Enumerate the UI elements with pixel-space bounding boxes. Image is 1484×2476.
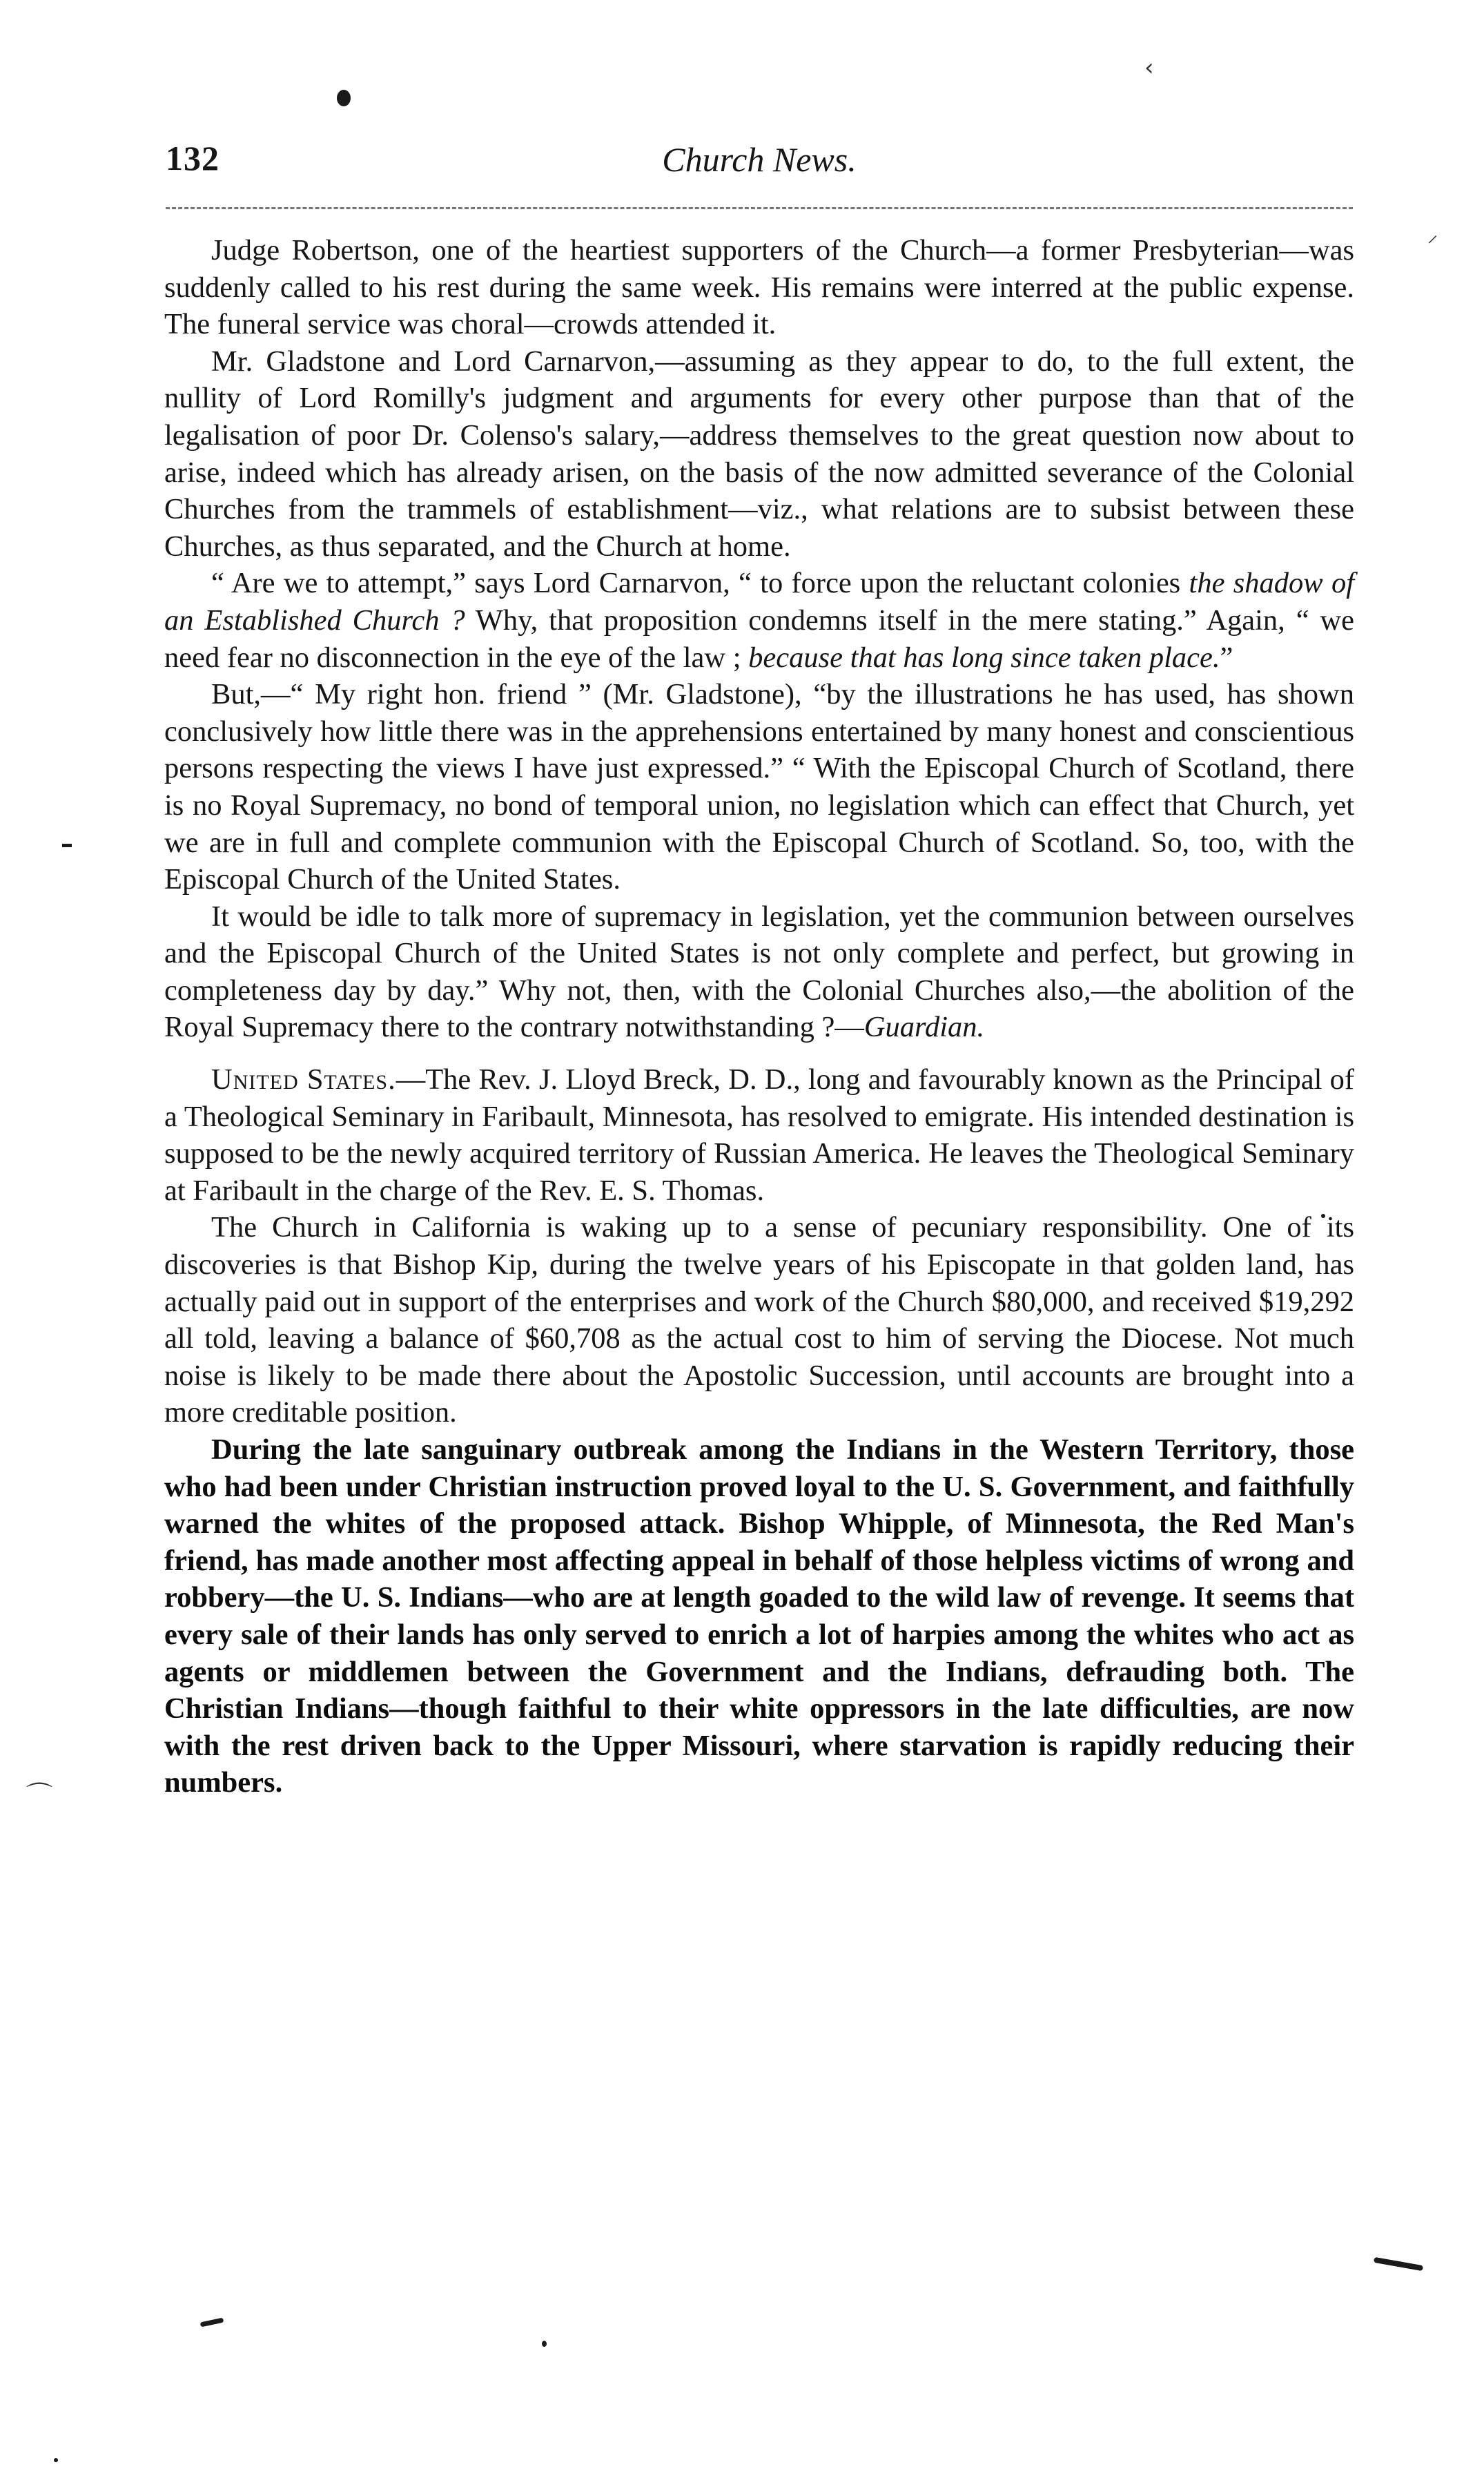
quote-emphasis: the shadow of an Established Church ? [164, 567, 1354, 637]
paragraph-gladstone-quote: But,—“ My right hon. friend ” (Mr. Gladstone), “by the illustrations he has used, has shown conclusively how little there was in the apprehensions entertained by many honest and conscientious persons respecting the views I have just expressed.” “ With the Episcopal Church of Scotland, there is no Royal Supremacy, no bond of temporal union, no legislation which can effect that Church, yet we are in full and complete communion with the Episcopal Church of Scotland. So, too, with the Episcopal Church of the United States. [164, 678, 1354, 896]
quote-text: “ Are we to attempt,” says Lord Carnarvon, “ to force upon the reluctant colonies [211, 567, 1189, 600]
ink-speck [542, 2341, 547, 2347]
paragraph-text: —The Rev. J. Lloyd Breck, D. D., long and favourably known as the Principal of a Theological Seminary in Faribault, Minnesota, has resolved to emigrate. His intended destination is supposed to be the newly acquired territory of Russian America. He leaves the Theological Seminary at Faribault in the charge of the Rev. E. S. Thomas. [164, 1063, 1354, 1207]
quote-text: ” [1220, 641, 1233, 674]
paragraph-judge-robertson: Judge Robertson, one of the heartiest supporters of the Church—a former Presbyterian—was suddenly called to his rest during the same week. His remains were interred at the public expense. The funeral service was choral—crowds attended it. [164, 234, 1354, 341]
source-citation: Guardian. [863, 1011, 985, 1044]
ink-speck: ‹ [1144, 54, 1154, 81]
quote-text: Why, that proposition condemns itself in the mere stating.” Again, “ we need fear no disconnection in the eye of the law ; [164, 603, 1355, 674]
ink-blot [337, 90, 351, 106]
ink-speck: ⸝ [1427, 223, 1438, 247]
paragraph-gladstone-carnarvon: Mr. Gladstone and Lord Carnarvon,—assuming as they appear to do, to the full extent, the nullity of Lord Romilly's judgment and arguments for every other purpose than that of the legalisation of poor Dr. Colenso's salary,—address themselves to the great question now about to arise, indeed which has already arisen, on the basis of the now admitted severance of the Colonial Churches from the trammels of establishment—viz., what relations are to subsist between these Churches, as thus separated, and the Church at home. [164, 345, 1354, 563]
paragraph-carnarvon-quote [164, 565, 1354, 676]
ink-speck [54, 2458, 58, 2462]
ink-speck: ⌒ [26, 1781, 53, 1811]
ink-speck [1374, 2257, 1423, 2271]
paragraph-california: The Church in California is waking up to a sense of pecuniary responsibility. One of its discoveries is that Bishop Kip, during the twelve years of his Episcopate in that golden land, has actually paid out in support of the enterprises and work of the Church $80,000, and received $19,292 all told, leaving a balance of $60,708 as the actual cost to him of serving the Diocese. Not much noise is likely to be made there about the Apostolic Succession, until accounts are brought into a more creditable position. [164, 1211, 1354, 1429]
section-heading: United States. [211, 1063, 396, 1096]
paragraph-indians: During the late sanguinary outbreak among the Indians in the Western Territory, those who had been under Christian instruction proved loyal to the U. S. Government, and faithfully warned the whites of the proposed attack. Bishop Whipple, of Minnesota, the Red Man's friend, has made another most affecting appeal in behalf of those helpless victims of wrong and robbery—the U. S. Indians—who are at length goaded to the wild law of revenge. It seems that every sale of their lands has only served to enrich a lot of harpies among the whites who act as agents or middlemen between the Government and the Indians, defrauding both. The Christian Indians—though faithful to their white oppressors in the late difficulties, are now with the rest driven back to the Upper Missouri, where starvation is rapidly reducing their numbers. [164, 1433, 1354, 1799]
running-title: Church News. [662, 140, 857, 179]
ink-speck [200, 2318, 224, 2328]
page-header [166, 138, 1353, 193]
page-number: 132 [166, 139, 219, 177]
quote-emphasis: because that has long since taken place. [748, 641, 1220, 674]
paragraph-supremacy [164, 898, 1354, 1046]
paragraph-text: It would be idle to talk more of supremacy in legislation, yet the communion between ourselves and the Episcopal Church of the United States is not only complete and perfect, but growing in completeness day by day.” Why not, then, with the Colonial Churches also,—the abolition of the Royal Supremacy there to the contrary notwithstanding ?— [164, 900, 1354, 1044]
ink-speck [62, 844, 72, 847]
paragraph-united-states [164, 1061, 1354, 1209]
article-body [164, 232, 1354, 1801]
header-rule [166, 207, 1353, 209]
